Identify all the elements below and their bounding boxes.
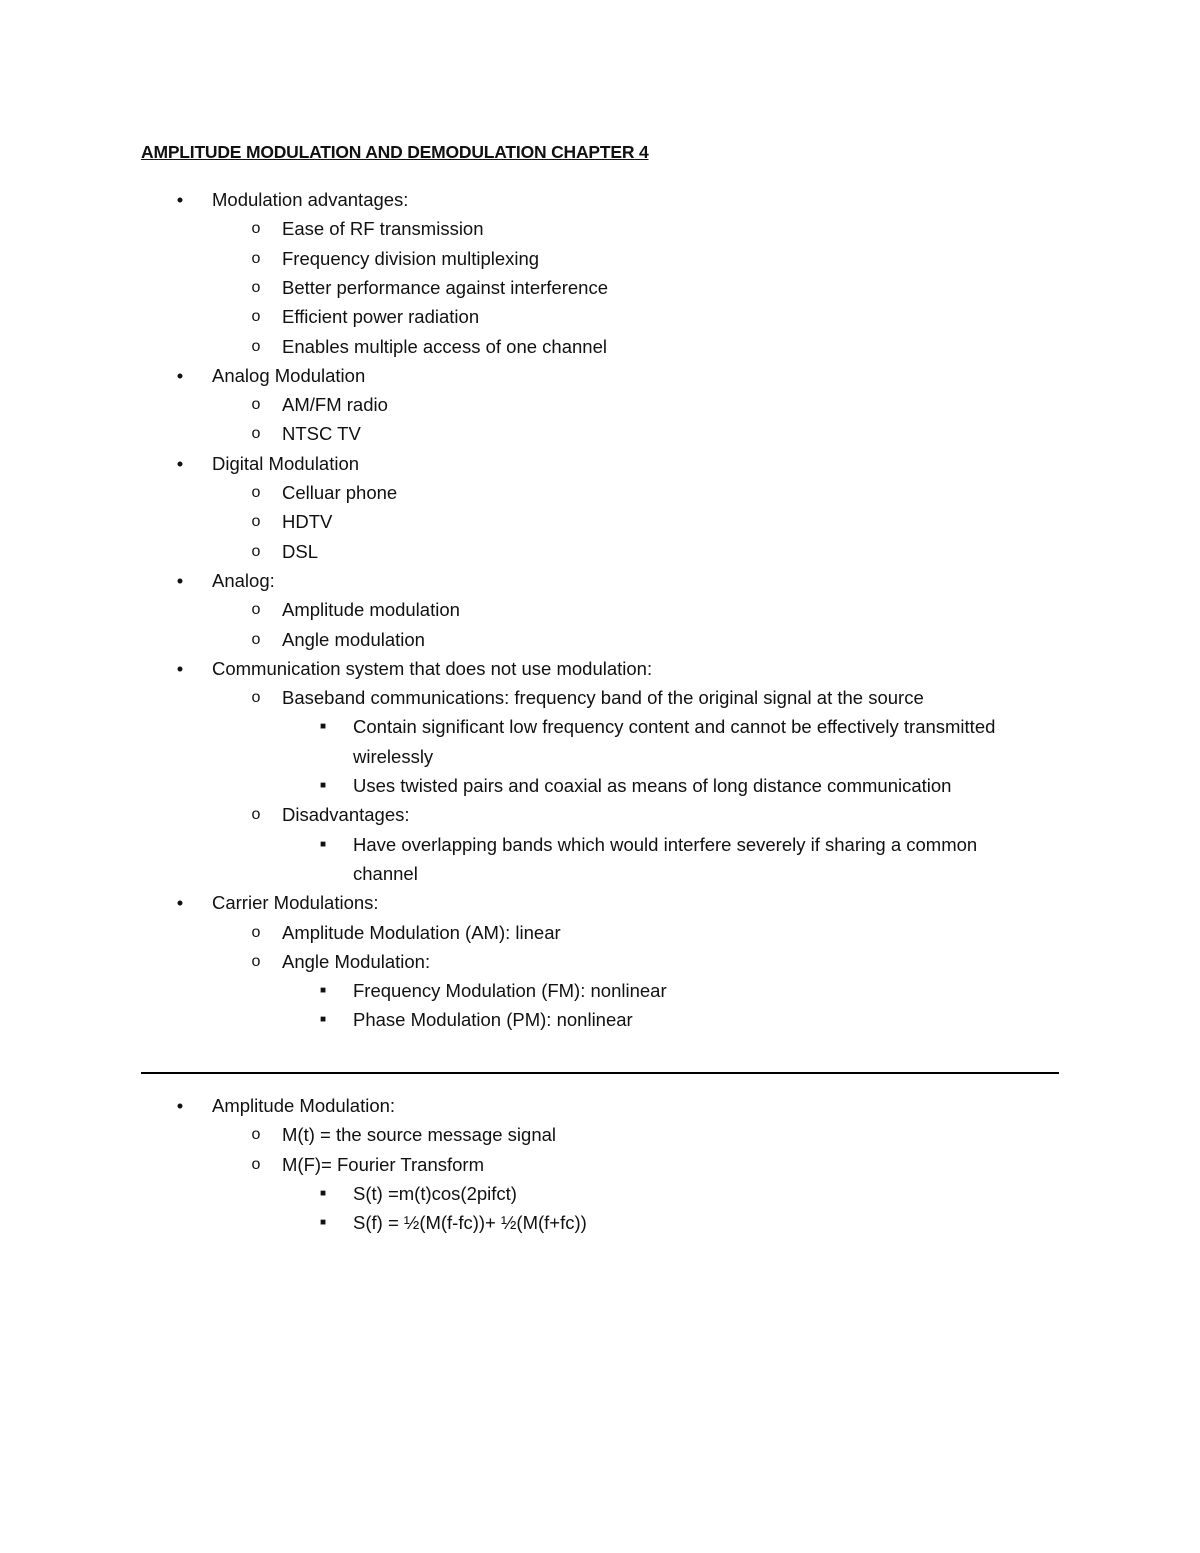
bullet-circle-icon: o bbox=[251, 484, 261, 501]
outline-item-text: Contain significant low frequency content and cannot be effectively transmitted bbox=[353, 716, 996, 738]
bullet-circle-icon: o bbox=[251, 689, 261, 707]
page-title: AMPLITUDE MODULATION AND DEMODULATION CHAPTER 4 bbox=[141, 142, 649, 162]
outline-item-text: S(t) =m(t)cos(2pifct) bbox=[353, 1182, 517, 1204]
bullet-square-icon: ■ bbox=[319, 721, 327, 733]
outline-item-text: Uses twisted pairs and coaxial as means of long distance communication bbox=[353, 775, 952, 796]
bullet-circle-icon: o bbox=[251, 806, 261, 824]
outline-item-text: Amplitude Modulation: bbox=[212, 1095, 396, 1116]
bullet-square-icon: ■ bbox=[319, 1217, 327, 1229]
outline-item-text: Better performance against interference bbox=[282, 276, 608, 298]
bullet-square-icon: ■ bbox=[319, 985, 327, 997]
outline-item-text: Efficient power radiation bbox=[282, 306, 480, 328]
bullet-circle-icon: o bbox=[251, 630, 261, 648]
outline-item-text: Phase Modulation (PM): nonlinear bbox=[353, 1009, 633, 1031]
outline-item-text: wirelessly bbox=[353, 745, 434, 767]
bullet-circle-icon: o bbox=[251, 1126, 261, 1144]
outline-item-text: Amplitude modulation bbox=[282, 599, 460, 621]
outline-item-text: Angle modulation bbox=[282, 628, 425, 650]
bullet-circle-icon: o bbox=[251, 249, 261, 267]
outline-item-text: Analog Modulation bbox=[212, 364, 366, 386]
outline-item-text: Disadvantages: bbox=[282, 804, 410, 826]
bullet-circle-icon: o bbox=[251, 542, 261, 560]
bullet-dot-icon: • bbox=[176, 364, 184, 386]
bullet-dot-icon: • bbox=[176, 189, 184, 210]
outline-item-text: channel bbox=[353, 862, 418, 884]
outline-item-text: Amplitude Modulation (AM): linear bbox=[282, 921, 561, 943]
bullet-dot-icon: • bbox=[176, 657, 184, 679]
bullet-circle-icon: o bbox=[251, 952, 261, 970]
outline-item-text: S(f) = ½(M(f-fc))+ ½(M(f+fc)) bbox=[353, 1212, 587, 1234]
bullet-dot-icon: • bbox=[176, 892, 184, 914]
bullet-circle-icon: o bbox=[251, 513, 261, 531]
outline-item-text: HDTV bbox=[282, 511, 333, 533]
horizontal-divider bbox=[141, 1072, 1059, 1074]
outline-item-text: DSL bbox=[282, 540, 318, 562]
outline-item-text: Celluar phone bbox=[282, 482, 398, 503]
outline-item-text: NTSC TV bbox=[282, 423, 361, 445]
outline-item-text: Analog: bbox=[212, 569, 275, 591]
bullet-circle-icon: o bbox=[251, 601, 261, 619]
bullet-circle-icon: o bbox=[251, 396, 261, 414]
outline-item-text: Digital Modulation bbox=[212, 452, 360, 474]
bullet-dot-icon: • bbox=[176, 452, 184, 474]
outline-item-text: Frequency Modulation (FM): nonlinear bbox=[353, 980, 667, 1002]
outline-item-text: Have overlapping bands which would interfere severely if sharing a common bbox=[353, 833, 978, 855]
outline-item-text: Modulation advantages: bbox=[212, 189, 409, 210]
bullet-circle-icon: o bbox=[251, 923, 261, 941]
outline-item-text: Ease of RF transmission bbox=[282, 218, 484, 240]
bullet-circle-icon: o bbox=[251, 1155, 261, 1173]
bullet-circle-icon: o bbox=[251, 337, 261, 355]
bullet-dot-icon: • bbox=[176, 569, 184, 591]
bullet-circle-icon: o bbox=[251, 278, 261, 296]
bullet-square-icon: ■ bbox=[319, 1014, 327, 1026]
bullet-circle-icon: o bbox=[251, 308, 261, 326]
outline-item-text: Angle Modulation: bbox=[282, 950, 431, 972]
bullet-square-icon: ■ bbox=[319, 838, 327, 850]
outline-item-text: M(F)= Fourier Transform bbox=[282, 1153, 484, 1175]
outline-item-text: Frequency division multiplexing bbox=[282, 247, 540, 269]
bullet-circle-icon: o bbox=[251, 425, 261, 443]
outline-item-text: Carrier Modulations: bbox=[212, 892, 379, 914]
bullet-square-icon: ■ bbox=[319, 780, 327, 791]
outline-item-text: Enables multiple access of one channel bbox=[282, 335, 607, 357]
outline-item-text: M(t) = the source message signal bbox=[282, 1124, 557, 1146]
bullet-circle-icon: o bbox=[251, 220, 261, 238]
outline-item-text: AM/FM radio bbox=[282, 394, 388, 416]
bullet-dot-icon: • bbox=[176, 1095, 184, 1116]
bullet-square-icon: ■ bbox=[319, 1187, 327, 1199]
outline-item-text: Communication system that does not use modulation: bbox=[212, 657, 653, 679]
outline-item-text: Baseband communications: frequency band of the original signal at the source bbox=[282, 687, 924, 709]
